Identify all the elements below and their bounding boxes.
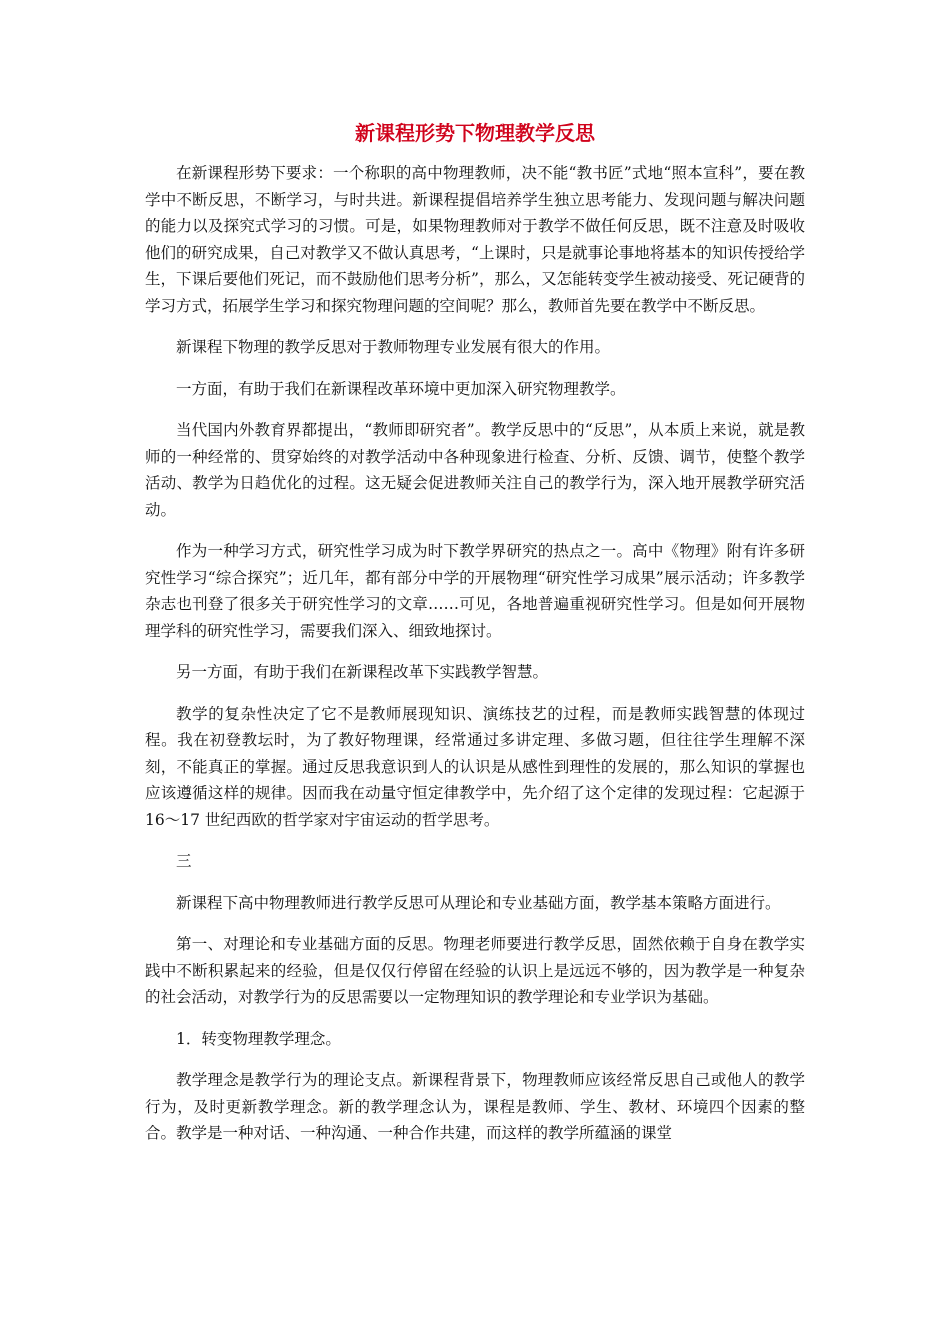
paragraph-theory-reflection: 第一、对理论和专业基础方面的反思。物理老师要进行教学反思，固然依赖于自身在教学实践中不断积累起来的经验，但是仅仅行停留在经验的认识上是远远不够的，因为教学是一种复杂的社会活动，对教学行为的反思需要以一定物理知识的教学理论和专业学识为基础。: [145, 935, 805, 1006]
paragraph-reflection-aspects: 新课程下高中物理教师进行教学反思可从理论和专业基础方面，教学基本策略方面进行。: [176, 893, 781, 912]
section-heading-three: 三: [176, 852, 192, 870]
paragraph-intro: 在新课程形势下要求：一个称职的高中物理教师，决不能“教书匠”式地“照本宣科”，要在教学中不断反思，不断学习，与时共进。新课程提倡培养学生独立思考能力、发现问题与解决问题的能力以及探究式学习的习惯。可是，如果物理教师对于教学不做任何反思，既不注意及时吸收他们的研究成果，自己对教学又不做认真思考，“上课时，只是就事论事地将基本的知识传授给学生，下课后要他们死记，而不鼓励他们思考分析”，那么，又怎能转变学生被动接受、死记硬背的学习方式，拓展学生学习和探究物理问题的空间呢？那么，教师首先要在教学中不断反思。: [145, 164, 805, 315]
paragraph-research-learning: 作为一种学习方式，研究性学习成为时下教学界研究的热点之一。高中《物理》附有许多研究性学习“综合探究”；近几年，都有部分中学的开展物理“研究性学习成果”展示活动；许多教学杂志也刊登了很多关于研究性学习的文章……可见，各地普遍重视研究性学习。但是如何开展物理学科的研究性学习，需要我们深入、细致地探讨。: [145, 542, 805, 640]
paragraph-teaching-philosophy: 教学理念是教学行为的理论支点。新课程背景下，物理教师应该经常反思自己或他人的教学行为，及时更新教学理念。新的教学理念认为，课程是教师、学生、教材、环境四个因素的整合。教学是一种对话、一种沟通、一种合作共建，而这样的教学所蕴涵的课堂: [145, 1071, 805, 1142]
paragraph-teacher-researcher: 当代国内外教育界都提出，“教师即研究者”。教学反思中的“反思”，从本质上来说，就是教师的一种经常的、贯穿始终的对教学活动中各种现象进行检查、分析、反馈、调节，使整个教学活动、教学为日趋优化的过程。这无疑会促进教师关注自己的教学行为，深入地开展教学研究活动。: [145, 421, 805, 519]
list-item-heading-1: 1．转变物理教学理念。: [176, 1029, 341, 1048]
paragraph-second-aspect: 另一方面，有助于我们在新课程改革下实践教学智慧。: [176, 663, 549, 681]
paragraph-teaching-wisdom: 教学的复杂性决定了它不是教师展现知识、演练技艺的过程，而是教师实践智慧的体现过程。我在初登教坛时，为了教好物理课，经常通过多讲定理、多做习题，但往往学生理解不深刻，不能真正的掌握。通过反思我意识到人的认识是从感性到理性的发展的，那么知识的掌握也应该遵循这样的规律。因而我在动量守恒定律教学中，先介绍了这个定律的发现过程：它起源于16～17 世纪西欧的哲学家对宇宙运动的哲学思考。: [145, 704, 805, 829]
document-title: 新课程形势下物理教学反思: [355, 121, 595, 145]
paragraph-first-aspect: 一方面，有助于我们在新课程改革环境中更加深入研究物理教学。: [176, 379, 626, 398]
paragraph-role: 新课程下物理的教学反思对于教师物理专业发展有很大的作用。: [176, 338, 611, 356]
document-page: [145, 118, 805, 1162]
